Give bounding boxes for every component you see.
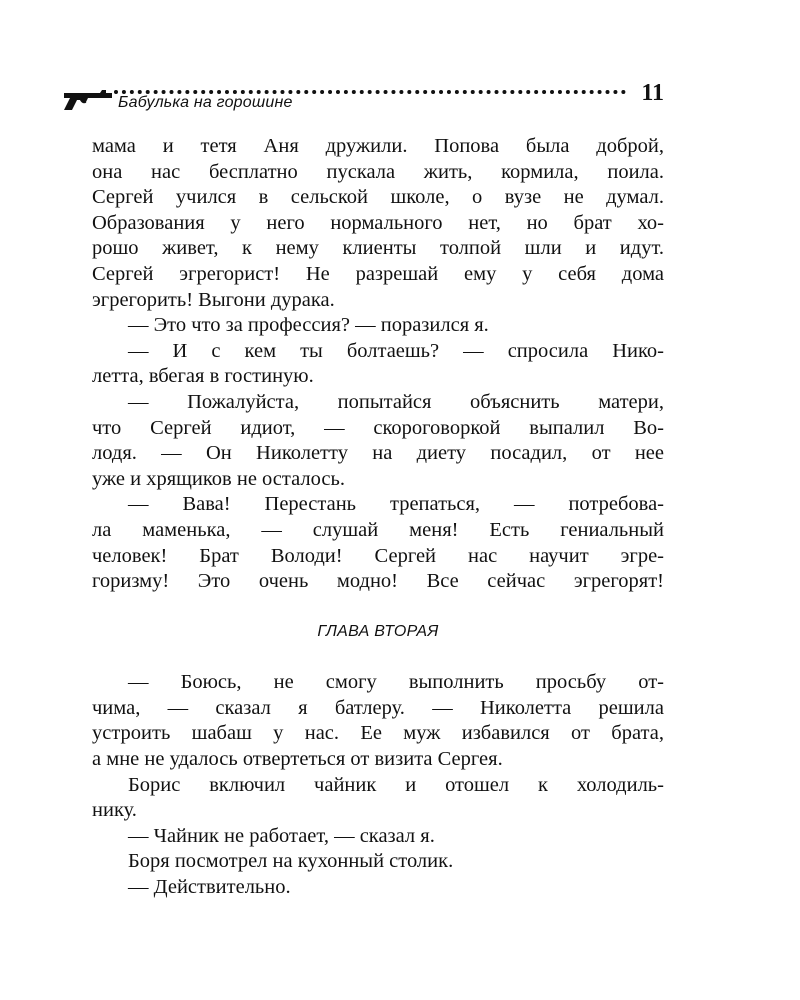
text-line: — И с кем ты болтаешь? — спросила Нико- (128, 339, 664, 362)
text-line: лодя. — Он Николетту на диету посадил, от нее (92, 442, 664, 465)
text-line: чима, — сказал я батлеру. — Николетта решила (92, 696, 664, 719)
text-line: она нас бесплатно пускала жить, кормила, поила. (92, 160, 664, 183)
text-line: ла маменька, — слушай меня! Есть гениальный (92, 518, 664, 541)
text-line: — Вава! Перестань трепаться, — потребова- (128, 493, 664, 516)
text-line: Боря посмотрел на кухонный столик. (128, 850, 454, 873)
text-line: Борис включил чайник и отошел к холодиль- (128, 773, 664, 796)
text-line: эгрегорить! Выгони дурака. (92, 288, 335, 311)
page-body (92, 134, 664, 901)
text-line: — Чайник не работает, — сказал я. (128, 824, 435, 847)
text-line: рошо живет, к нему клиенты толпой шли и идут. (92, 237, 664, 260)
text-line: человек! Брат Володи! Сергей нас научит эгре- (92, 544, 664, 567)
chapter-heading: ГЛАВА ВТОРАЯ (317, 622, 439, 640)
text-line: — Это что за профессия? — поразился я. (128, 314, 489, 337)
text-line: — Действительно. (128, 876, 291, 899)
text-line: что Сергей идиот, — скороговоркой выпалил Во- (92, 416, 664, 439)
running-header (62, 76, 668, 116)
text-line: нику. (92, 799, 137, 822)
text-line: уже и хрящиков не осталось. (92, 467, 345, 490)
text-line: а мне не удалось отвертеться от визита Сергея. (92, 748, 503, 771)
text-line: — Пожалуйста, попытайся объяснить матери, (128, 390, 664, 413)
text-line: горизму! Это очень модно! Все сейчас эгрегорят! (92, 570, 664, 593)
text-line: Образования у него нормального нет, но брат хо- (92, 211, 664, 234)
text-line: — Боюсь, не смогу выполнить просьбу от- (128, 671, 664, 694)
running-title: Бабулька на горошине (118, 94, 293, 111)
text-line: мама и тетя Аня дружили. Попова была доброй, (92, 135, 664, 157)
page-number: 11 (641, 80, 664, 106)
text-line: летта, вбегая в гостиную. (92, 365, 314, 388)
text-line: Сергей эгрегорист! Не разрешай ему у себя дома (92, 262, 664, 285)
text-line: устроить шабаш у нас. Ее муж избавился от брата, (92, 722, 664, 745)
text-line: Сергей учился в сельской школе, о вузе не думал. (92, 186, 664, 209)
pistol-icon (62, 86, 114, 112)
